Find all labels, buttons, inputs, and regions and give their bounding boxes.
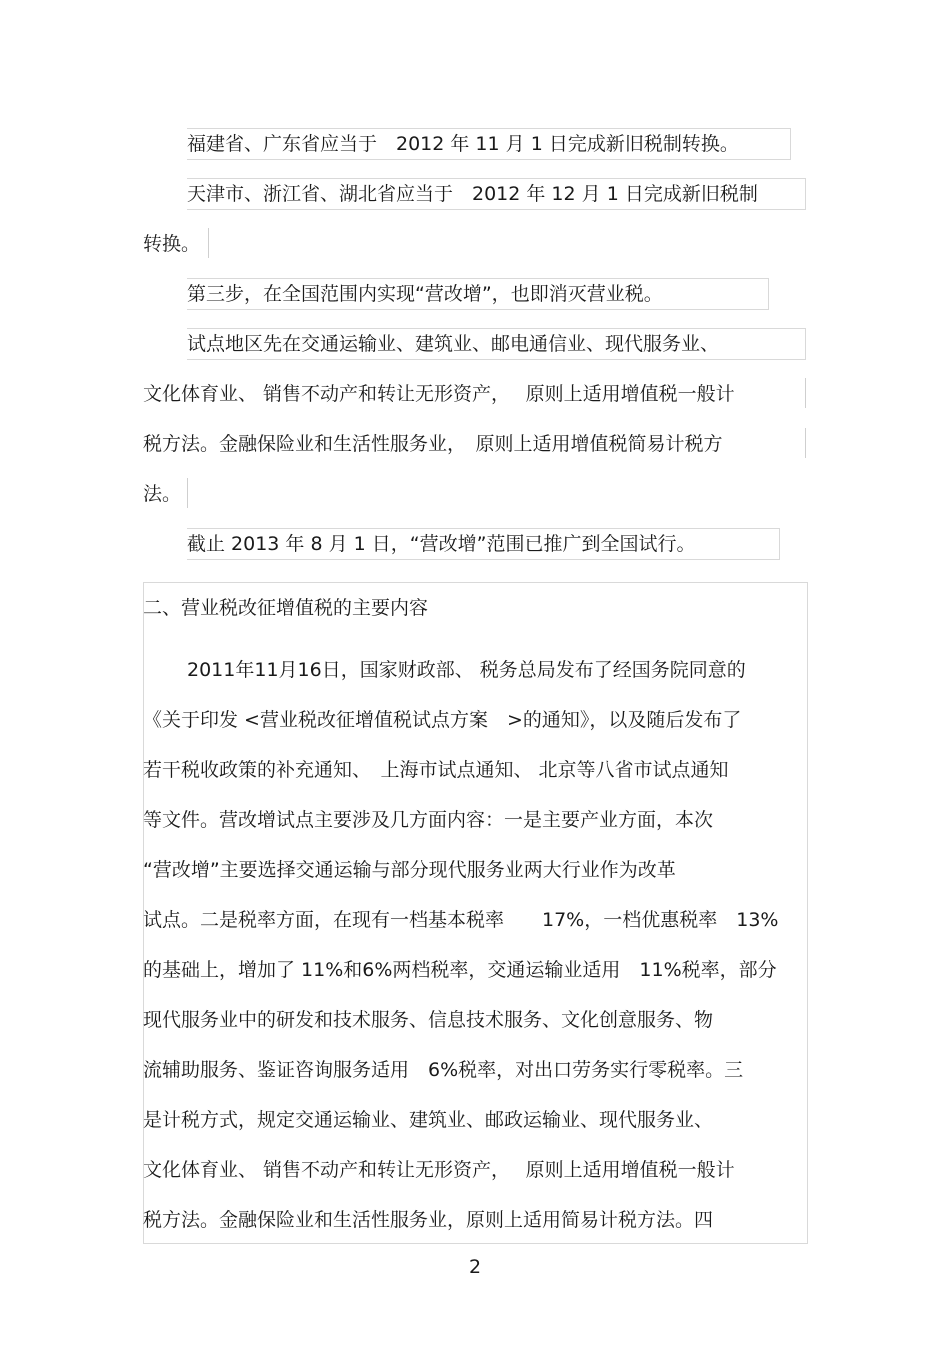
text-frame <box>208 228 209 258</box>
body-text-line: 税方法。金融保险业和生活性服务业， 原则上适用增值税简易计税方 <box>143 433 723 455</box>
body-text-line: 天津市、浙江省、湖北省应当于 2012 年 12 月 1 日完成新旧税制 <box>187 183 758 205</box>
body-text-line: 等文件。营改增试点主要涉及几方面内容：一是主要产业方面，本次 <box>143 809 714 831</box>
section-heading: 二、营业税改征增值税的主要内容 <box>143 597 429 619</box>
body-text-line: 流辅助服务、鉴证咨询服务适用 6%税率，对出口劳务实行零税率。三 <box>143 1059 744 1081</box>
body-text-line: 试点。二是税率方面，在现有一档基本税率 17%，一档优惠税率 13% <box>143 909 779 931</box>
body-text-line: 截止 2013 年 8 月 1 日，“营改增”范围已推广到全国试行。 <box>187 533 696 555</box>
body-text-line: 现代服务业中的研发和技术服务、信息技术服务、文化创意服务、物 <box>143 1009 714 1031</box>
body-text-line: 试点地区先在交通运输业、建筑业、邮电通信业、现代服务业、 <box>187 333 720 355</box>
body-text-line: 文化体育业、 销售不动产和转让无形资产， 原则上适用增值税一般计 <box>143 383 735 405</box>
body-text-line: 税方法。金融保险业和生活性服务业，原则上适用简易计税方法。四 <box>143 1209 714 1231</box>
body-text-line: 转换。 <box>143 233 201 255</box>
text-frame <box>187 478 188 508</box>
body-text-line: 文化体育业、 销售不动产和转让无形资产， 原则上适用增值税一般计 <box>143 1159 735 1181</box>
body-text-line: 法。 <box>143 483 182 505</box>
body-text-line: 若干税收政策的补充通知、 上海市试点通知、 北京等八省市试点通知 <box>143 759 729 781</box>
text-frame <box>805 428 806 458</box>
body-text-line: “营改增”主要选择交通运输与部分现代服务业两大行业作为改革 <box>143 859 676 881</box>
body-text-line: 是计税方式，规定交通运输业、建筑业、邮政运输业、现代服务业、 <box>143 1109 714 1131</box>
body-text-line: 第三步，在全国范围内实现“营改增”，也即消灭营业税。 <box>187 283 663 305</box>
body-text-line: 2011年11月16日，国家财政部、 税务总局发布了经国务院同意的 <box>187 659 746 681</box>
body-text-line: 《关于印发 <营业税改征增值税试点方案 >的通知》，以及随后发布了 <box>143 709 742 731</box>
text-frame <box>805 378 806 408</box>
page-number: 2 <box>469 1256 482 1278</box>
body-text-line: 的基础上，增加了 11%和6%两档税率，交通运输业适用 11%税率，部分 <box>143 959 777 981</box>
body-text-line: 福建省、广东省应当于 2012 年 11 月 1 日完成新旧税制转换。 <box>187 133 739 155</box>
